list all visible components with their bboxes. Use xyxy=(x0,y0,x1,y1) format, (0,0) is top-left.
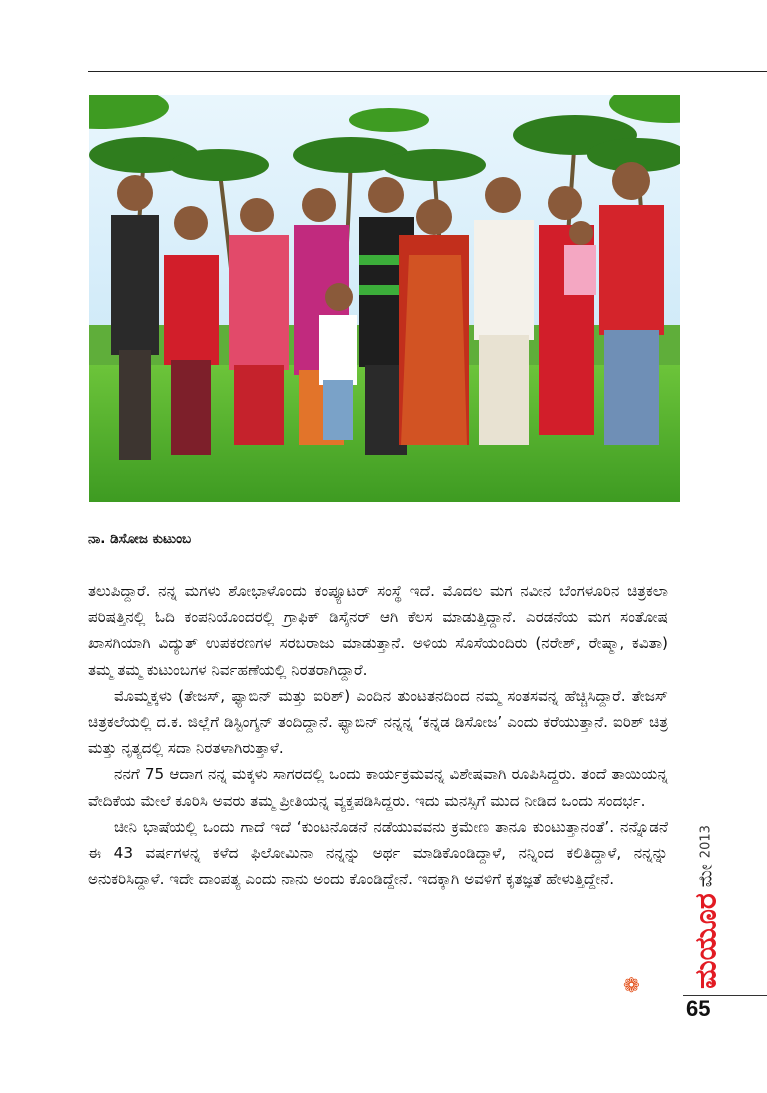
flower-ornament-icon: ❁ xyxy=(623,973,640,997)
article-body xyxy=(88,578,668,892)
page-number: 65 xyxy=(686,996,711,1021)
issue-month: ಮೇ xyxy=(695,864,717,888)
paragraph: ತಲುಪಿದ್ದಾರೆ. ನನ್ನ ಮಗಳು ಶೋಭಾಳೊಂದು ಕಂಪ್ಯೂಟರ್ ಸಂಸ್ಥೆ ಇದೆ. ಮೊದಲ ಮಗ ನವೀನ ಬೆಂಗಳೂರಿನ ಚಿತ್ರಕಲಾ ಪರಿಷತ್ತಿನಲ್ಲಿ ಓದಿ ಕಂಪನಿಯೊಂದರಲ್ಲಿ ಗ್ರಾಫಿಕ್ ಡಿಸೈನರ್ ಆಗಿ ಕೆಲಸ ಮಾಡುತ್ತಿದ್ದಾನೆ. ಎರಡನೆಯ ಮಗ ಸಂತೋಷ ಖಾಸಗಿಯಾಗಿ ವಿದ್ಯುತ್ ಉಪಕರಣಗಳ ಸರಬರಾಜು ಮಾಡುತ್ತಾನೆ. ಅಳಿಯ ಸೊಸೆಯಂದಿರು (ನರೇಶ್, ರೇಷ್ಮಾ, ಕವಿತಾ) ತಮ್ಮ ತಮ್ಮ ಕುಟುಂಬಗಳ ನಿರ್ವಹಣೆಯಲ್ಲಿ ನಿರತರಾಗಿದ್ದಾರೆ. xyxy=(88,582,668,679)
issue-year: 2013 xyxy=(698,825,714,859)
magazine-masthead xyxy=(686,825,726,989)
paragraph: ಚೀನಿ ಭಾಷೆಯಲ್ಲಿ ಒಂದು ಗಾದೆ ಇದೆ ‘ಕುಂಟನೊಡನೆ ನಡೆಯುವವನು ಕ್ರಮೇಣ ತಾನೂ ಕುಂಟುತ್ತಾನಂತೆ’. ನನ್ನೊಡನೆ ಈ 43 ವರ್ಷಗಳನ್ನ ಕಳೆದ ಫಿಲೋಮಿನಾ ನನ್ನನ್ನು ಅರ್ಥ ಮಾಡಿಕೊಂಡಿದ್ದಾಳೆ, ನನ್ನಿಂದ ಕಲಿತಿದ್ದಾಳೆ, ನನ್ನನ್ನು ಅನುಕರಿಸಿದ್ದಾಳೆ. ಇದೇ ದಾಂಪತ್ಯ ಎಂದು ನಾನು ಅಂದು ಕೊಂಡಿದ್ದೇನೆ. ಇದಕ್ಕಾಗಿ ಅವಳಿಗೆ ಕೃತಜ್ಞತೆ ಹೇಳುತ್ತಿದ್ದೇನೆ. xyxy=(88,817,668,889)
magazine-logo: ಮಯೂರ xyxy=(688,893,724,989)
photo-caption: ನಾ. ಡಿಸೋಜ ಕುಟುಂಬ xyxy=(88,531,192,547)
paragraph: ನನಗೆ 75 ಆದಾಗ ನನ್ನ ಮಕ್ಕಳು ಸಾಗರದಲ್ಲಿ ಒಂದು ಕಾರ್ಯಕ್ರಮವನ್ನ ವಿಶೇಷವಾಗಿ ರೂಪಿಸಿದ್ದರು. ತಂದೆ ತಾಯಿಯನ್ನ ವೇದಿಕೆಯ ಮೇಲೆ ಕೂರಿಸಿ ಅವರು ತಮ್ಮ ಪ್ರೀತಿಯನ್ನ ವ್ಯಕ್ತಪಡಿಸಿದ್ದರು. ಇದು ಮನಸ್ಸಿಗೆ ಮುದ ನೀಡಿದ ಒಂದು ಸಂದರ್ಭ. xyxy=(88,765,668,810)
family-photo xyxy=(89,95,680,502)
header-rule xyxy=(88,71,767,72)
paragraph: ಮೊಮ್ಮಕ್ಕಳು (ತೇಜಸ್, ಫ್ಯಾಬಿನ್ ಮತ್ತು ಐರಿಶ್) ಎಂದಿನ ತುಂಟತನದಿಂದ ನಮ್ಮ ಸಂತಸವನ್ನ ಹೆಚ್ಚಿಸಿದ್ದಾರೆ. ತೇಜಸ್ ಚಿತ್ರಕಲೆಯಲ್ಲಿ ದ.ಕ. ಜಿಲ್ಲೆಗೆ ಡಿಸ್ಟಿಂಗ್ಶನ್ ತಂದಿದ್ದಾನೆ. ಫ್ಯಾಬಿನ್ ನನ್ನನ್ನ ‘ಕನ್ನಡ ಡಿಸೋಜ’ ಎಂದು ಕರೆಯುತ್ತಾನೆ. ಐರಿಶ್ ಚಿತ್ರ ಮತ್ತು ನೃತ್ಯದಲ್ಲಿ ಸದಾ ನಿರತಳಾಗಿರುತ್ತಾಳೆ. xyxy=(88,686,668,758)
